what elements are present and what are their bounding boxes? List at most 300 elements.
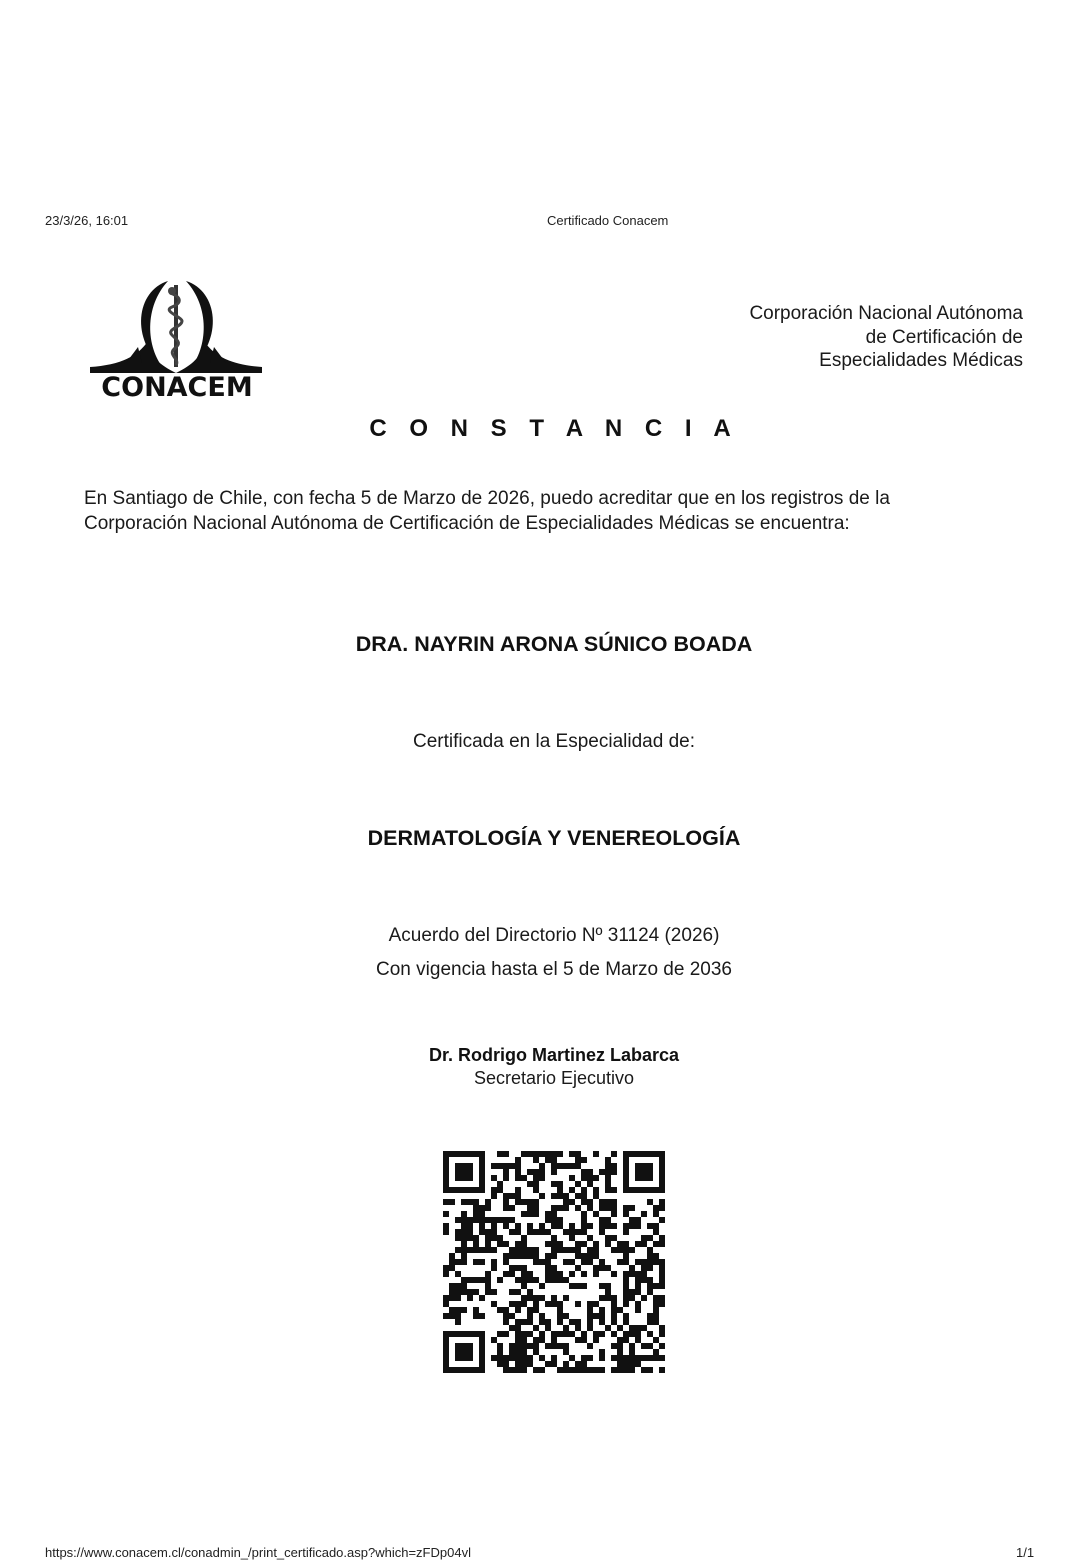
qr-finder-module	[467, 1367, 473, 1373]
qr-module	[491, 1229, 497, 1235]
qr-module	[539, 1175, 545, 1181]
qr-module	[533, 1181, 539, 1187]
qr-module	[515, 1319, 521, 1325]
document-title: C O N S T A N C I A	[369, 415, 739, 442]
organization-line: de Certificación de	[865, 326, 1023, 348]
qr-module	[593, 1301, 599, 1307]
qr-module	[611, 1295, 617, 1301]
qr-module	[635, 1331, 641, 1337]
qr-module	[539, 1295, 545, 1301]
qr-module	[557, 1151, 563, 1157]
qr-finder-module	[473, 1187, 479, 1193]
qr-finder-module	[473, 1331, 479, 1337]
qr-module	[581, 1241, 587, 1247]
qr-module	[551, 1205, 557, 1211]
qr-module	[545, 1361, 551, 1367]
qr-finder-module	[443, 1349, 449, 1355]
qr-module	[533, 1349, 539, 1355]
qr-module	[659, 1271, 665, 1277]
qr-module	[611, 1355, 617, 1361]
qr-module	[569, 1151, 575, 1157]
qr-finder-module	[443, 1163, 449, 1169]
qr-module	[563, 1325, 569, 1331]
qr-module	[503, 1199, 509, 1205]
qr-module	[467, 1247, 473, 1253]
qr-module	[575, 1247, 581, 1253]
qr-module	[455, 1235, 461, 1241]
qr-module	[527, 1355, 533, 1361]
qr-module	[539, 1169, 545, 1175]
qr-module	[629, 1349, 635, 1355]
qr-module	[551, 1211, 557, 1217]
qr-module	[533, 1259, 539, 1265]
qr-module	[533, 1301, 539, 1307]
qr-module	[533, 1151, 539, 1157]
qr-module	[473, 1259, 479, 1265]
qr-module	[611, 1307, 617, 1313]
qr-module	[551, 1223, 557, 1229]
organization-name	[749, 302, 1023, 373]
qr-module	[623, 1283, 629, 1289]
qr-module	[491, 1301, 497, 1307]
qr-module	[563, 1229, 569, 1235]
qr-module	[659, 1259, 665, 1265]
logo-text: CONACEM	[101, 372, 253, 401]
qr-module	[551, 1355, 557, 1361]
qr-module	[641, 1271, 647, 1277]
qr-module	[515, 1337, 521, 1343]
print-datetime: 23/3/26, 16:01	[45, 213, 129, 228]
qr-module	[551, 1277, 557, 1283]
qr-module	[467, 1235, 473, 1241]
qr-module	[599, 1199, 605, 1205]
qr-module	[641, 1277, 647, 1283]
qr-module	[623, 1361, 629, 1367]
qr-module	[485, 1241, 491, 1247]
qr-module	[563, 1343, 569, 1349]
qr-module	[533, 1253, 539, 1259]
qr-finder-module	[647, 1163, 653, 1169]
qr-module	[479, 1247, 485, 1253]
qr-module	[635, 1325, 641, 1331]
qr-module	[551, 1181, 557, 1187]
qr-module	[611, 1205, 617, 1211]
qr-module	[623, 1271, 629, 1277]
qr-module	[581, 1331, 587, 1337]
qr-module	[557, 1271, 563, 1277]
qr-module	[575, 1337, 581, 1343]
qr-module	[515, 1241, 521, 1247]
qr-module	[605, 1265, 611, 1271]
qr-module	[503, 1331, 509, 1337]
qr-module	[491, 1247, 497, 1253]
qr-finder-module	[467, 1331, 473, 1337]
qr-module	[455, 1271, 461, 1277]
qr-module	[557, 1331, 563, 1337]
qr-module	[521, 1175, 527, 1181]
qr-module	[509, 1265, 515, 1271]
qr-module	[539, 1367, 545, 1373]
qr-module	[575, 1319, 581, 1325]
qr-module	[653, 1355, 659, 1361]
qr-module	[659, 1235, 665, 1241]
qr-module	[503, 1313, 509, 1319]
qr-finder-module	[647, 1169, 653, 1175]
qr-module	[491, 1337, 497, 1343]
qr-module	[521, 1349, 527, 1355]
qr-module	[557, 1247, 563, 1253]
qr-finder-module	[461, 1349, 467, 1355]
qr-module	[617, 1325, 623, 1331]
qr-module	[551, 1301, 557, 1307]
qr-module	[605, 1217, 611, 1223]
qr-module	[467, 1229, 473, 1235]
qr-module	[581, 1175, 587, 1181]
qr-module	[521, 1211, 527, 1217]
qr-module	[515, 1157, 521, 1163]
qr-module	[659, 1283, 665, 1289]
intro-line: Corporación Nacional Autónoma de Certificación de Especialidades Médicas se encuentra:	[84, 513, 850, 534]
qr-module	[551, 1169, 557, 1175]
qr-module	[443, 1223, 449, 1229]
qr-finder-module	[455, 1163, 461, 1169]
qr-module	[575, 1193, 581, 1199]
organization-line: Especialidades Médicas	[819, 350, 1023, 371]
qr-module	[653, 1319, 659, 1325]
qr-module	[527, 1181, 533, 1187]
qr-module	[563, 1331, 569, 1337]
qr-module	[497, 1235, 503, 1241]
qr-module	[521, 1319, 527, 1325]
qr-module	[443, 1313, 449, 1319]
qr-module	[575, 1301, 581, 1307]
qr-finder-module	[659, 1181, 665, 1187]
qr-module	[515, 1193, 521, 1199]
qr-module	[629, 1367, 635, 1373]
qr-module	[449, 1259, 455, 1265]
qr-finder-module	[467, 1151, 473, 1157]
qr-module	[539, 1229, 545, 1235]
qr-module	[455, 1247, 461, 1253]
qr-module	[629, 1247, 635, 1253]
qr-module	[461, 1283, 467, 1289]
qr-module	[623, 1259, 629, 1265]
qr-module	[659, 1265, 665, 1271]
qr-module	[575, 1151, 581, 1157]
print-page-title: Certificado Conacem	[547, 213, 669, 228]
qr-module	[497, 1277, 503, 1283]
qr-module	[623, 1277, 629, 1283]
qr-finder-module	[467, 1349, 473, 1355]
qr-module	[461, 1277, 467, 1283]
qr-module	[563, 1193, 569, 1199]
qr-finder-module	[467, 1187, 473, 1193]
qr-module	[551, 1151, 557, 1157]
qr-module	[497, 1307, 503, 1313]
qr-module	[569, 1175, 575, 1181]
qr-module	[473, 1277, 479, 1283]
qr-module	[509, 1229, 515, 1235]
qr-module	[659, 1325, 665, 1331]
qr-module	[581, 1367, 587, 1373]
qr-module	[659, 1217, 665, 1223]
qr-finder-module	[443, 1343, 449, 1349]
qr-module	[635, 1217, 641, 1223]
qr-finder-module	[635, 1169, 641, 1175]
qr-module	[515, 1343, 521, 1349]
qr-finder-module	[455, 1187, 461, 1193]
qr-module	[641, 1355, 647, 1361]
qr-module	[461, 1247, 467, 1253]
qr-module	[563, 1367, 569, 1373]
qr-module	[551, 1361, 557, 1367]
qr-module	[545, 1151, 551, 1157]
qr-module	[647, 1367, 653, 1373]
qr-module	[509, 1271, 515, 1277]
qr-module	[491, 1187, 497, 1193]
qr-module	[647, 1235, 653, 1241]
qr-module	[449, 1265, 455, 1271]
qr-module	[533, 1295, 539, 1301]
qr-module	[551, 1217, 557, 1223]
qr-module	[587, 1235, 593, 1241]
qr-module	[605, 1235, 611, 1241]
qr-module	[545, 1265, 551, 1271]
qr-module	[533, 1367, 539, 1373]
qr-module	[581, 1199, 587, 1205]
qr-module	[563, 1247, 569, 1253]
qr-module	[581, 1211, 587, 1217]
qr-module	[545, 1211, 551, 1217]
qr-module	[593, 1241, 599, 1247]
qr-module	[539, 1283, 545, 1289]
qr-module	[503, 1169, 509, 1175]
qr-module	[623, 1223, 629, 1229]
qr-module	[527, 1277, 533, 1283]
qr-finder-module	[461, 1163, 467, 1169]
qr-module	[587, 1175, 593, 1181]
qr-module	[533, 1211, 539, 1217]
qr-module	[623, 1355, 629, 1361]
qr-module	[461, 1307, 467, 1313]
qr-module	[521, 1337, 527, 1343]
qr-module	[515, 1247, 521, 1253]
qr-module	[617, 1337, 623, 1343]
qr-module	[575, 1205, 581, 1211]
qr-module	[443, 1271, 449, 1277]
qr-finder-module	[467, 1343, 473, 1349]
qr-module	[473, 1217, 479, 1223]
qr-module	[473, 1205, 479, 1211]
qr-module	[527, 1169, 533, 1175]
qr-module	[605, 1289, 611, 1295]
qr-module	[605, 1157, 611, 1163]
qr-module	[611, 1223, 617, 1229]
qr-finder-module	[479, 1175, 485, 1181]
qr-module	[503, 1223, 509, 1229]
qr-module	[575, 1367, 581, 1373]
qr-module	[635, 1271, 641, 1277]
qr-module	[473, 1211, 479, 1217]
qr-finder-module	[455, 1331, 461, 1337]
qr-module	[611, 1247, 617, 1253]
qr-finder-module	[635, 1175, 641, 1181]
qr-module	[455, 1295, 461, 1301]
qr-module	[599, 1169, 605, 1175]
qr-module	[551, 1337, 557, 1343]
qr-finder-module	[455, 1343, 461, 1349]
qr-module	[545, 1259, 551, 1265]
qr-module	[545, 1319, 551, 1325]
qr-module	[617, 1349, 623, 1355]
qr-module	[593, 1193, 599, 1199]
qr-module	[533, 1187, 539, 1193]
qr-module	[533, 1325, 539, 1331]
qr-module	[659, 1343, 665, 1349]
qr-module	[497, 1349, 503, 1355]
qr-module	[479, 1229, 485, 1235]
qr-module	[527, 1151, 533, 1157]
qr-module	[473, 1307, 479, 1313]
qr-module	[569, 1187, 575, 1193]
qr-finder-module	[479, 1181, 485, 1187]
qr-module	[605, 1199, 611, 1205]
qr-finder-module	[467, 1169, 473, 1175]
qr-module	[581, 1283, 587, 1289]
qr-module	[515, 1253, 521, 1259]
qr-module	[455, 1307, 461, 1313]
qr-module	[605, 1205, 611, 1211]
qr-module	[461, 1289, 467, 1295]
qr-module	[569, 1223, 575, 1229]
qr-module	[635, 1223, 641, 1229]
qr-module	[575, 1157, 581, 1163]
qr-module	[539, 1193, 545, 1199]
intro-line: En Santiago de Chile, con fecha 5 de Marzo de 2026, puedo acreditar que en los registros de la	[84, 488, 890, 509]
qr-module	[515, 1307, 521, 1313]
qr-module	[479, 1223, 485, 1229]
certified-label: Certificada en la Especialidad de:	[412, 731, 695, 752]
qr-finder-module	[455, 1169, 461, 1175]
qr-module	[527, 1205, 533, 1211]
qr-module	[503, 1193, 509, 1199]
conacem-logo	[86, 277, 268, 401]
qr-module	[461, 1199, 467, 1205]
qr-module	[461, 1229, 467, 1235]
qr-module	[557, 1193, 563, 1199]
qr-finder-module	[623, 1157, 629, 1163]
qr-module	[545, 1277, 551, 1283]
qr-module	[605, 1181, 611, 1187]
qr-module	[443, 1301, 449, 1307]
qr-module	[527, 1289, 533, 1295]
qr-module	[473, 1289, 479, 1295]
qr-module	[443, 1211, 449, 1217]
qr-module	[647, 1313, 653, 1319]
qr-module	[521, 1199, 527, 1205]
qr-module	[449, 1283, 455, 1289]
qr-module	[509, 1193, 515, 1199]
qr-module	[593, 1313, 599, 1319]
intro-paragraph	[84, 486, 1004, 536]
qr-finder-module	[461, 1367, 467, 1373]
qr-module	[653, 1295, 659, 1301]
qr-module	[461, 1259, 467, 1265]
qr-module	[461, 1235, 467, 1241]
qr-module	[587, 1313, 593, 1319]
qr-module	[599, 1313, 605, 1319]
qr-module	[455, 1229, 461, 1235]
qr-module	[491, 1193, 497, 1199]
caduceus-logo-icon	[86, 277, 268, 401]
validity-date: Con vigencia hasta el 5 de Marzo de 2036	[376, 959, 732, 980]
qr-module	[515, 1175, 521, 1181]
qr-module	[629, 1331, 635, 1337]
qr-module	[569, 1355, 575, 1361]
qr-module	[509, 1343, 515, 1349]
qr-finder-module	[635, 1151, 641, 1157]
qr-module	[497, 1355, 503, 1361]
qr-module	[485, 1283, 491, 1289]
qr-module	[545, 1271, 551, 1277]
qr-module	[509, 1301, 515, 1307]
signer-role: Secretario Ejecutivo	[473, 1068, 635, 1088]
qr-module	[605, 1295, 611, 1301]
qr-module	[455, 1259, 461, 1265]
qr-module	[503, 1319, 509, 1325]
qr-module	[623, 1319, 629, 1325]
qr-module	[623, 1301, 629, 1307]
qr-module	[635, 1307, 641, 1313]
qr-module	[611, 1187, 617, 1193]
qr-module	[497, 1241, 503, 1247]
qr-module	[587, 1343, 593, 1349]
qr-module	[503, 1175, 509, 1181]
qr-module	[539, 1151, 545, 1157]
qr-module	[515, 1301, 521, 1307]
qr-module	[503, 1253, 509, 1259]
qr-module	[449, 1313, 455, 1319]
qr-module	[581, 1271, 587, 1277]
qr-module	[521, 1361, 527, 1367]
qr-module	[653, 1301, 659, 1307]
qr-finder-module	[473, 1367, 479, 1373]
qr-module	[467, 1289, 473, 1295]
qr-module	[581, 1253, 587, 1259]
qr-module	[461, 1211, 467, 1217]
qr-module	[509, 1217, 515, 1223]
qr-module	[599, 1367, 605, 1373]
qr-finder-module	[443, 1361, 449, 1367]
qr-module	[569, 1199, 575, 1205]
qr-module	[623, 1295, 629, 1301]
qr-module	[623, 1331, 629, 1337]
qr-module	[521, 1241, 527, 1247]
qr-module	[605, 1163, 611, 1169]
qr-finder-module	[623, 1163, 629, 1169]
qr-module	[533, 1199, 539, 1205]
qr-module	[617, 1241, 623, 1247]
qr-module	[599, 1349, 605, 1355]
qr-module	[557, 1343, 563, 1349]
qr-module	[503, 1361, 509, 1367]
qr-module	[629, 1265, 635, 1271]
qr-module	[449, 1295, 455, 1301]
qr-module	[491, 1163, 497, 1169]
qr-module	[551, 1235, 557, 1241]
qr-module	[551, 1241, 557, 1247]
qr-module	[473, 1235, 479, 1241]
